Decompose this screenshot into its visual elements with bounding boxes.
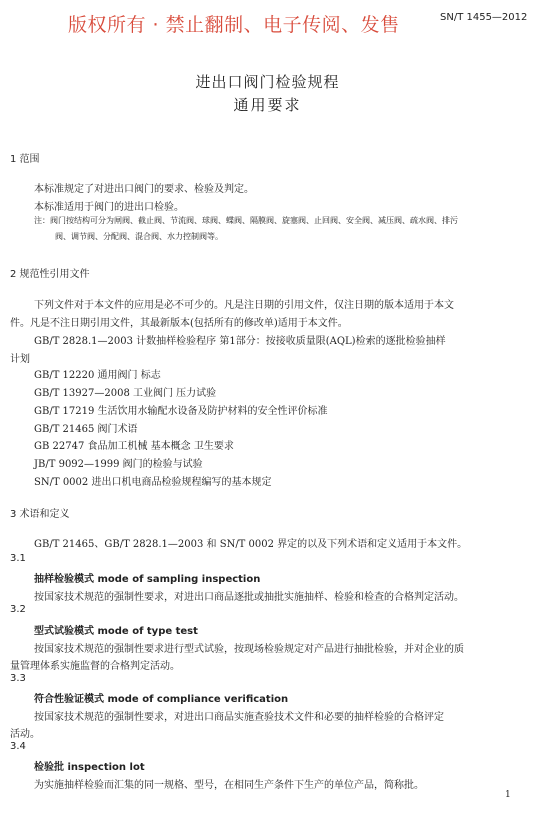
term-title: 符合性验证模式 mode of compliance verification bbox=[34, 694, 289, 705]
reference-item: GB/T 21465 阀门术语 bbox=[34, 424, 138, 435]
section-1-paragraph: 本标准规定了对进出口阀门的要求、检验及判定。 bbox=[34, 184, 254, 195]
reference-item: SN/T 0002 进出口机电商品检验规程编写的基本规定 bbox=[34, 477, 272, 488]
term-title: 抽样检验模式 mode of sampling inspection bbox=[34, 574, 261, 585]
standard-code: SN/T 1455—2012 bbox=[440, 12, 528, 23]
term-title: 检验批 inspection lot bbox=[34, 762, 145, 773]
reference-item: GB/T 13927—2008 工业阀门 压力试验 bbox=[34, 388, 217, 399]
reference-item: GB 22747 食品加工机械 基本概念 卫生要求 bbox=[34, 441, 234, 452]
page-number: 1 bbox=[505, 790, 511, 800]
clause-number: 3.4 bbox=[10, 741, 26, 752]
clause-number: 3.1 bbox=[10, 553, 26, 564]
term-definition: 按国家技术规范的强制性要求，对进出口商品实施查验技术文件和必要的抽样检验的合格评定 bbox=[34, 712, 444, 723]
term-definition: 量管理体系实施监督的合格判定活动。 bbox=[10, 661, 180, 672]
clause-number: 3.3 bbox=[10, 673, 26, 684]
term-title: 型式试验模式 mode of type test bbox=[34, 626, 198, 637]
section-3-intro: GB/T 21465、GB/T 2828.1—2003 和 SN/T 0002 界定的以及下列术语和定义适用于本文件。 bbox=[34, 539, 468, 550]
term-definition: 为实施抽样检验而汇集的同一规格、型号，在相同生产条件下生产的单位产品，简称批。 bbox=[34, 780, 424, 791]
reference-item: 计划 bbox=[10, 354, 30, 365]
watermark: 版权所有 · 禁止翻制、电子传阅、发售 bbox=[68, 14, 400, 36]
term-definition: 活动。 bbox=[10, 729, 40, 740]
term-definition: 按国家技术规范的强制性要求进行型式试验，按现场检验规定对产品进行抽批检验，并对企业的质 bbox=[34, 644, 464, 655]
section-3-heading: 3 术语和定义 bbox=[10, 509, 70, 520]
section-1-paragraph: 本标准适用于阀门的进出口检验。 bbox=[34, 202, 184, 213]
document-title: 进出口阀门检验规程 bbox=[195, 73, 340, 91]
term-definition: 按国家技术规范的强制性要求，对进出口商品逐批或抽批实施抽样、检验和检查的合格判定活动。 bbox=[34, 592, 464, 603]
section-1-heading: 1 范围 bbox=[10, 154, 40, 165]
document-subtitle: 通用要求 bbox=[233, 96, 302, 114]
reference-item: GB/T 12220 通用阀门 标志 bbox=[34, 370, 161, 381]
section-2-heading: 2 规范性引用文件 bbox=[10, 269, 90, 280]
section-2-paragraph: 件。凡是不注日期引用文件，其最新版本(包括所有的修改单)适用于本文件。 bbox=[10, 318, 348, 329]
section-1-note: 阀、调节阀、分配阀、混合阀、水力控制阀等。 bbox=[55, 232, 223, 241]
reference-item: GB/T 2828.1—2003 计数抽样检验程序 第1部分：按接收质量限(AQL)检索的逐批检验抽样 bbox=[34, 336, 446, 347]
section-1-note: 注：阀门按结构可分为闸阀、截止阀、节流阀、球阀、蝶阀、隔膜阀、旋塞阀、止回阀、安全阀、减压阀、疏水阀、排污 bbox=[34, 216, 458, 225]
reference-item: GB/T 17219 生活饮用水输配水设备及防护材料的安全性评价标准 bbox=[34, 406, 328, 417]
reference-item: JB/T 9092—1999 阀门的检验与试验 bbox=[34, 459, 203, 470]
clause-number: 3.2 bbox=[10, 604, 26, 615]
section-2-paragraph: 下列文件对于本文件的应用是必不可少的。凡是注日期的引用文件，仅注日期的版本适用于本文 bbox=[34, 300, 454, 311]
